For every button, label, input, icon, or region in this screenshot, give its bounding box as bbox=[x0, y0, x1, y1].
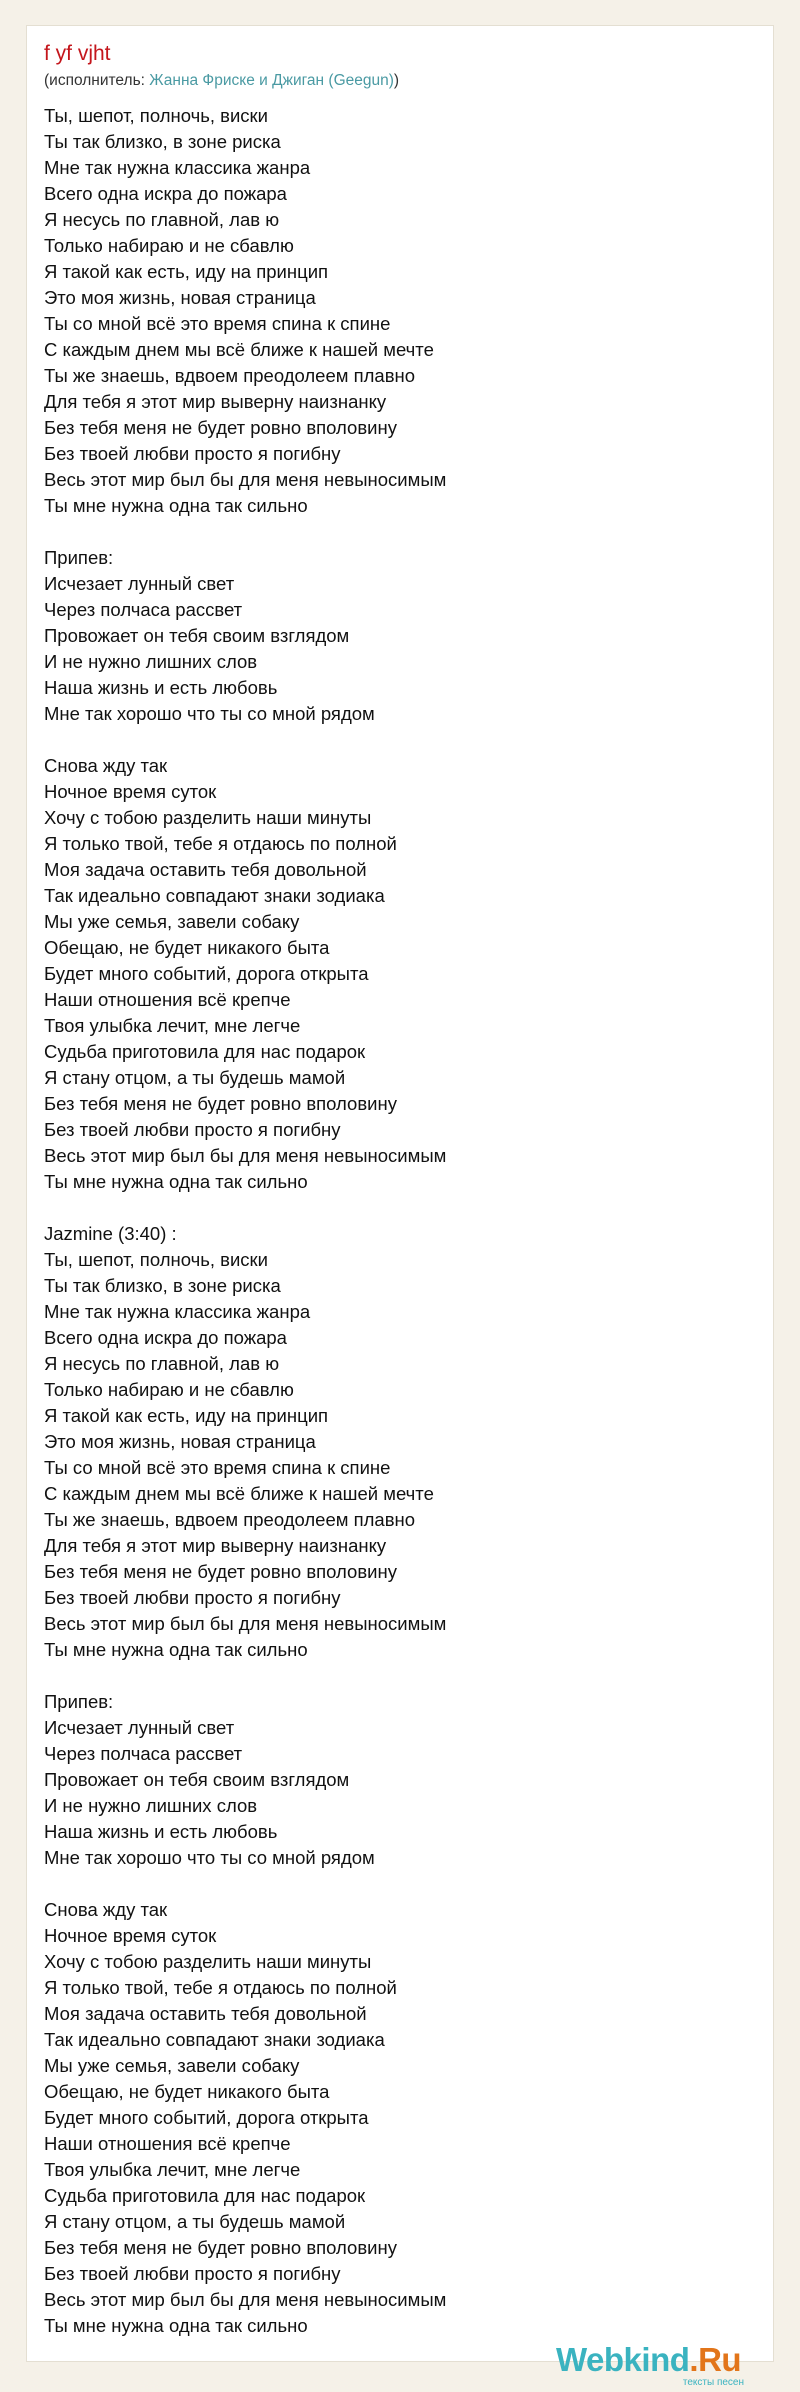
lyric-line: Моя задача оставить тебя довольной bbox=[44, 859, 367, 880]
lyric-line: Ночное время суток bbox=[44, 1925, 217, 1946]
lyric-line: Припев: bbox=[44, 1691, 114, 1712]
lyric-line: Без твоей любви просто я погибну bbox=[44, 443, 341, 464]
lyric-line: Я несусь по главной, лав ю bbox=[44, 209, 280, 230]
lyric-line: Будет много событий, дорога открыта bbox=[44, 2107, 369, 2128]
stanza-break bbox=[44, 519, 764, 545]
lyric-line: Jazmine (3:40) : bbox=[44, 1223, 177, 1244]
lyric-line: Без тебя меня не будет ровно вполовину bbox=[44, 1093, 397, 1114]
lyric-line: Без твоей любви просто я погибну bbox=[44, 2263, 341, 2284]
lyric-line: Наши отношения всё крепче bbox=[44, 989, 291, 1010]
logo-word: Webkind bbox=[556, 2341, 690, 2378]
lyric-line: Без твоей любви просто я погибну bbox=[44, 1587, 341, 1608]
lyric-line: Исчезает лунный свет bbox=[44, 573, 235, 594]
stanza-break bbox=[44, 1663, 764, 1689]
lyric-line: Снова жду так bbox=[44, 755, 168, 776]
lyric-line: Без тебя меня не будет ровно вполовину bbox=[44, 417, 397, 438]
lyric-line: Весь этот мир был бы для меня невыносимым bbox=[44, 469, 447, 490]
lyric-line: Ты мне нужна одна так сильно bbox=[44, 1171, 308, 1192]
lyric-line: С каждым днем мы всё ближе к нашей мечте bbox=[44, 339, 434, 360]
lyric-line: И не нужно лишних слов bbox=[44, 1795, 258, 1816]
webkind-logo[interactable] bbox=[556, 2341, 752, 2391]
lyric-line: Припев: bbox=[44, 547, 114, 568]
lyric-line: Через полчаса рассвет bbox=[44, 599, 243, 620]
lyric-line: Провожает он тебя своим взглядом bbox=[44, 1769, 350, 1790]
lyric-line: Ты со мной всё это время спина к спине bbox=[44, 1457, 391, 1478]
lyric-line: Я стану отцом, а ты будешь мамой bbox=[44, 2211, 346, 2232]
lyric-line: Ты же знаешь, вдвоем преодолеем плавно bbox=[44, 365, 416, 386]
lyric-line: Моя задача оставить тебя довольной bbox=[44, 2003, 367, 2024]
lyric-line: Я только твой, тебе я отдаюсь по полной bbox=[44, 833, 397, 854]
lyric-line: Обещаю, не будет никакого быта bbox=[44, 2081, 330, 2102]
lyric-line: С каждым днем мы всё ближе к нашей мечте bbox=[44, 1483, 434, 1504]
lyric-line: Всего одна искра до пожара bbox=[44, 183, 287, 204]
lyric-line: Судьба приготовила для нас подарок bbox=[44, 2185, 366, 2206]
performer-link[interactable]: Жанна Фриске и Джиган (Geegun) bbox=[149, 72, 394, 89]
lyric-line: Мне так нужна классика жанра bbox=[44, 1301, 311, 1322]
lyric-line: Наша жизнь и есть любовь bbox=[44, 677, 278, 698]
lyric-line: Хочу с тобою разделить наши минуты bbox=[44, 1951, 372, 1972]
lyric-line: Ты мне нужна одна так сильно bbox=[44, 2315, 308, 2336]
lyric-line: И не нужно лишних слов bbox=[44, 651, 258, 672]
lyric-line: Ты же знаешь, вдвоем преодолеем плавно bbox=[44, 1509, 416, 1530]
lyric-line: Я только твой, тебе я отдаюсь по полной bbox=[44, 1977, 397, 1998]
lyric-line: Ты, шепот, полночь, виски bbox=[44, 105, 268, 126]
lyric-line: Я несусь по главной, лав ю bbox=[44, 1353, 280, 1374]
lyric-line: Мне так нужна классика жанра bbox=[44, 157, 311, 178]
lyric-line: Обещаю, не будет никакого быта bbox=[44, 937, 330, 958]
logo-wordmark bbox=[556, 2341, 741, 2379]
lyric-line: Будет много событий, дорога открыта bbox=[44, 963, 369, 984]
lyric-line: Ты мне нужна одна так сильно bbox=[44, 1639, 308, 1660]
lyric-line: Снова жду так bbox=[44, 1899, 168, 1920]
lyrics-card bbox=[26, 25, 774, 2362]
stanza-break bbox=[44, 1871, 764, 1897]
lyric-line: Так идеально совпадают знаки зодиака bbox=[44, 2029, 385, 2050]
lyric-line: Мне так хорошо что ты со мной рядом bbox=[44, 1847, 375, 1868]
lyric-line: Ты мне нужна одна так сильно bbox=[44, 495, 308, 516]
lyric-line: Без тебя меня не будет ровно вполовину bbox=[44, 2237, 397, 2258]
lyric-line: Я стану отцом, а ты будешь мамой bbox=[44, 1067, 346, 1088]
lyric-line: Наша жизнь и есть любовь bbox=[44, 1821, 278, 1842]
lyric-line: Для тебя я этот мир выверну наизнанку bbox=[44, 1535, 387, 1556]
song-title: f yf vjht bbox=[44, 42, 111, 65]
performer-line bbox=[44, 72, 399, 90]
lyric-line: Весь этот мир был бы для меня невыносимым bbox=[44, 1613, 447, 1634]
lyric-line: Весь этот мир был бы для меня невыносимым bbox=[44, 2289, 447, 2310]
lyric-line: Без твоей любви просто я погибну bbox=[44, 1119, 341, 1140]
lyric-line: Ты так близко, в зоне риска bbox=[44, 1275, 281, 1296]
lyric-line: Мы уже семья, завели собаку bbox=[44, 911, 300, 932]
lyric-line: Мне так хорошо что ты со мной рядом bbox=[44, 703, 375, 724]
lyric-line: Ты так близко, в зоне риска bbox=[44, 131, 281, 152]
lyric-line: Наши отношения всё крепче bbox=[44, 2133, 291, 2154]
lyric-line: Мы уже семья, завели собаку bbox=[44, 2055, 300, 2076]
lyric-line: Твоя улыбка лечит, мне легче bbox=[44, 1015, 301, 1036]
lyric-line: Через полчаса рассвет bbox=[44, 1743, 243, 1764]
lyric-line: Для тебя я этот мир выверну наизнанку bbox=[44, 391, 387, 412]
stanza-break bbox=[44, 1195, 764, 1221]
stanza-break bbox=[44, 727, 764, 753]
lyric-line: Всего одна искра до пожара bbox=[44, 1327, 287, 1348]
performer-prefix: (исполнитель: bbox=[44, 72, 150, 89]
lyric-line: Весь этот мир был бы для меня невыносимым bbox=[44, 1145, 447, 1166]
lyric-line: Ты, шепот, полночь, виски bbox=[44, 1249, 268, 1270]
lyrics-body bbox=[44, 103, 764, 2339]
lyric-line: Без тебя меня не будет ровно вполовину bbox=[44, 1561, 397, 1582]
lyric-line: Твоя улыбка лечит, мне легче bbox=[44, 2159, 301, 2180]
lyric-line: Это моя жизнь, новая страница bbox=[44, 287, 316, 308]
lyric-line: Ночное время суток bbox=[44, 781, 217, 802]
lyric-line: Я такой как есть, иду на принцип bbox=[44, 261, 329, 282]
lyric-line: Только набираю и не сбавлю bbox=[44, 235, 294, 256]
lyric-line: Провожает он тебя своим взглядом bbox=[44, 625, 350, 646]
lyric-line: Это моя жизнь, новая страница bbox=[44, 1431, 316, 1452]
logo-tagline: тексты песен bbox=[682, 2377, 744, 2388]
lyric-line: Только набираю и не сбавлю bbox=[44, 1379, 294, 1400]
lyric-line: Так идеально совпадают знаки зодиака bbox=[44, 885, 385, 906]
lyric-line: Ты со мной всё это время спина к спине bbox=[44, 313, 391, 334]
lyric-line: Исчезает лунный свет bbox=[44, 1717, 235, 1738]
lyric-line: Хочу с тобою разделить наши минуты bbox=[44, 807, 372, 828]
lyric-line: Судьба приготовила для нас подарок bbox=[44, 1041, 366, 1062]
logo-tld: .Ru bbox=[689, 2341, 742, 2378]
performer-suffix: ) bbox=[393, 72, 400, 89]
lyric-line: Я такой как есть, иду на принцип bbox=[44, 1405, 329, 1426]
